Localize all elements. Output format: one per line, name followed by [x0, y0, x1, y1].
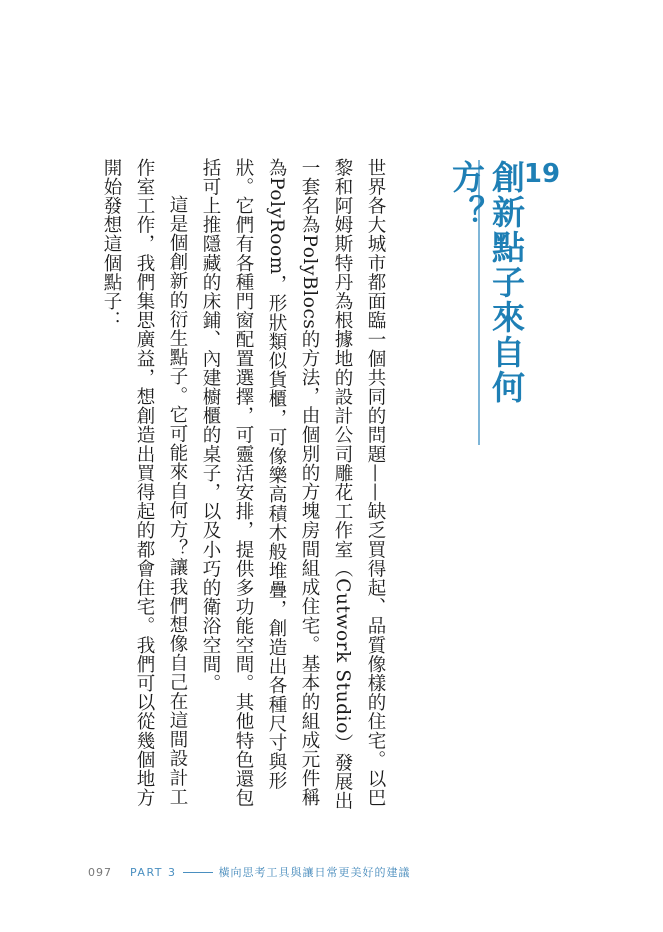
page-number: 097	[88, 865, 112, 879]
paragraph-1: 世界各大城市都面臨一個共同的問題——缺乏買得起、品質像樣的住宅。以巴黎和阿姆斯特丹為根據地的設計公司雕花工作室（Cutwork Studio）發展出一套名為PolyBlocs的方法，由個別的方塊房間組成住宅。基本的組成元件稱為PolyRoom，形狀類似貨櫃，可像樂高積木般堆疊，創造出各種尺寸與形狀。它們有各種門窗配置選擇，可靈活安排，提供多功能空間。其他特色還包括可上推隱藏的床鋪、內建櫥櫃的桌子，以及小巧的衛浴空間。	[200, 158, 386, 811]
footer-dash	[183, 872, 213, 873]
paragraph-2: 這是個創新的衍生點子。它可能來自何方？讓我們想像自己在這間設計工作室工作，我們集思廣益，想創造出買得起的都會住宅。我們可以從幾個地方開始發想這個點子：	[101, 158, 188, 808]
chapter-title: 創新點子來自何方？	[447, 160, 526, 405]
chapter-number: 19	[523, 159, 561, 189]
page-footer	[88, 862, 508, 882]
body-text	[90, 158, 392, 818]
part-label: PART 3	[130, 865, 177, 879]
chapter-heading	[447, 159, 564, 460]
part-title: 橫向思考工具與讓日常更美好的建議	[218, 866, 411, 879]
